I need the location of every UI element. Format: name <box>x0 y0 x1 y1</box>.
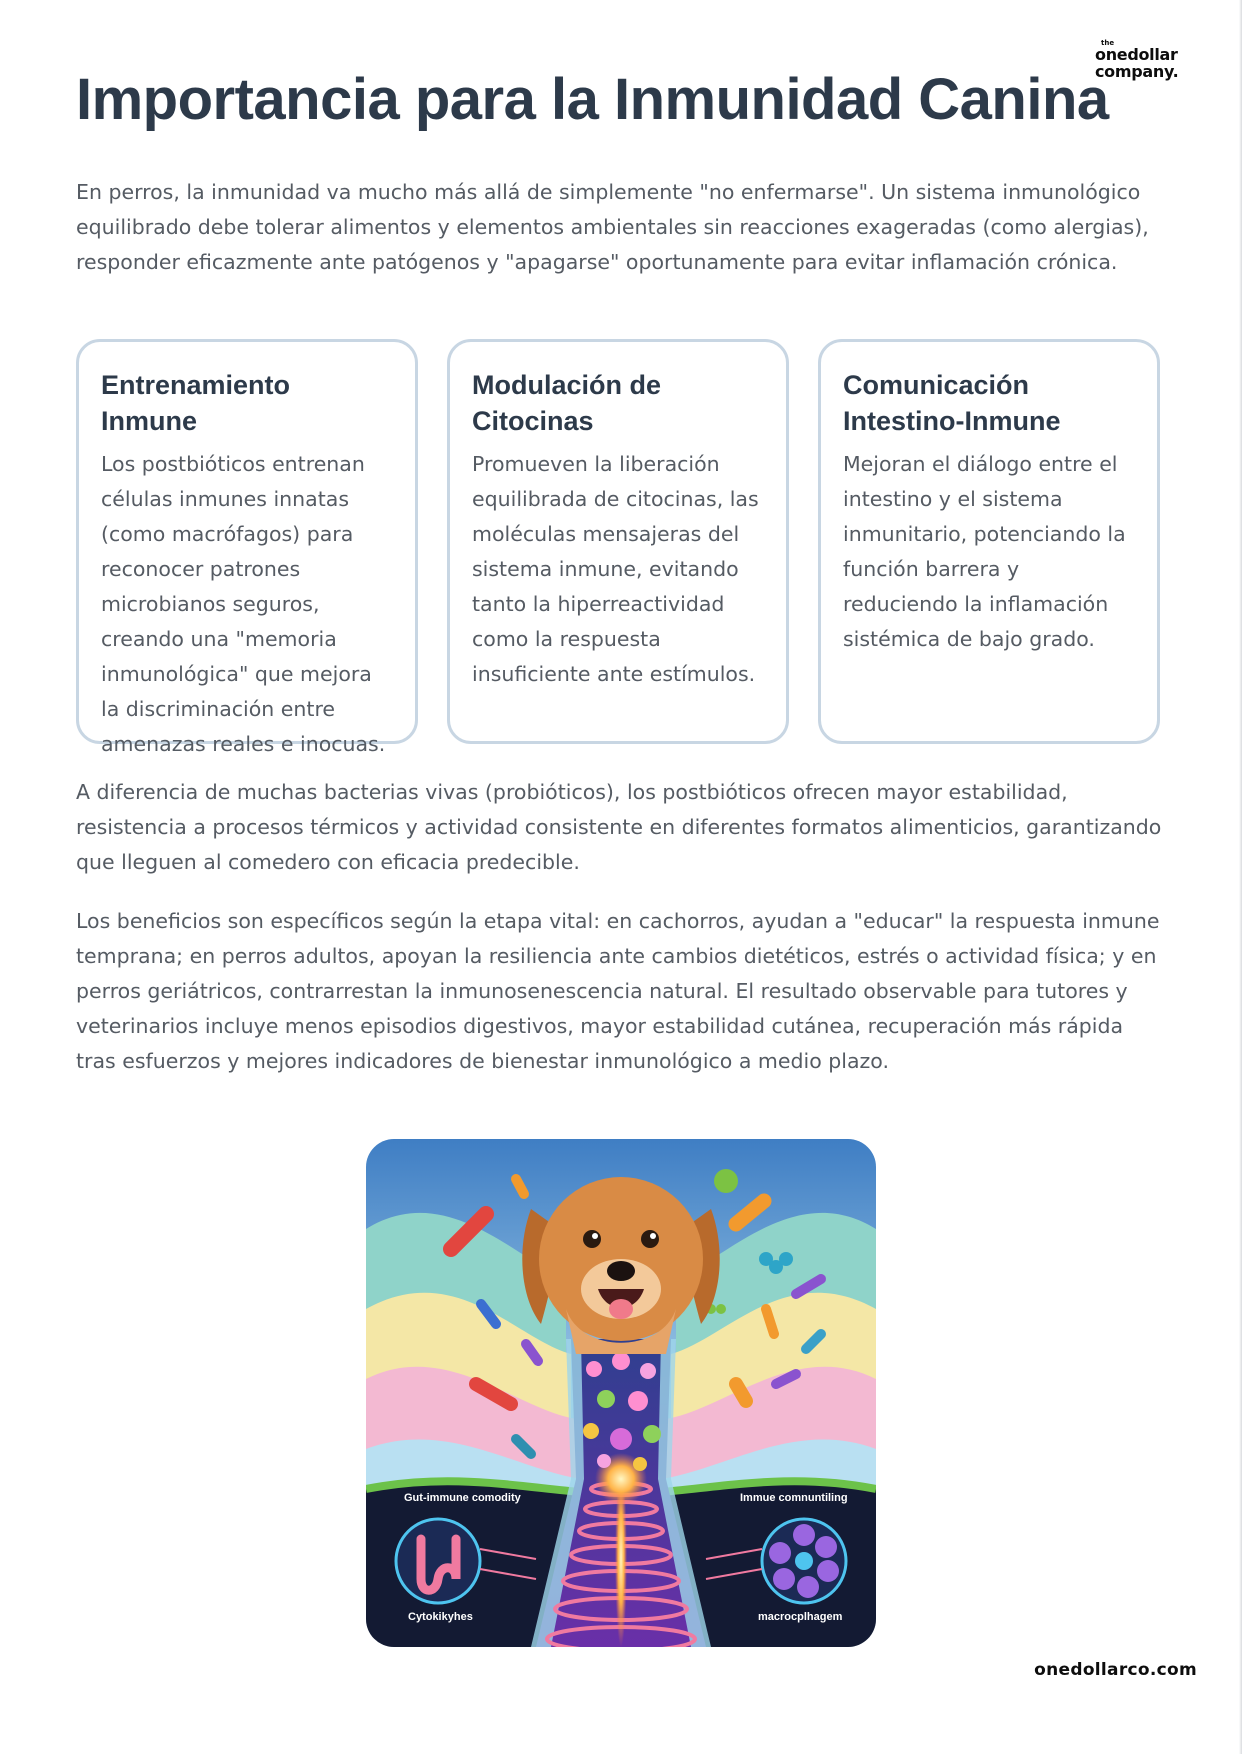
logo-small-text: the <box>1101 39 1115 47</box>
card-body: Promueven la liberación equilibrada de citocinas, las moléculas mensajeras del sistema inmune, evitando tanto la hiperreactividad como la respuesta insuficiente ante estímulos. <box>472 452 759 686</box>
card-body: Los postbióticos entrenan células inmunes innatas (como macrófagos) para reconocer patrones microbianos seguros, creando una "memoria inmunológica" que mejora la discriminación entre amenazas reales e inocuas. <box>101 452 386 756</box>
card-immune-training <box>76 339 418 756</box>
logo-line-1: onedollar <box>1095 45 1178 64</box>
paragraph-life-stages: Los beneficios son específicos según la etapa vital: en cachorros, ayudan a "educar" la respuesta inmune temprana; en perros adultos, apoyan la resiliencia ante cambios dietéticos, estrés o actividad física; y en perros geriátricos, contrarrestan la inmunosenescencia natural. El resultado observable para tutores y veterinarios incluye menos episodios digestivos, mayor estabilidad cutánea, recuperación más rápida tras esfuerzos y mejores indicadores de bienestar inmunológico a medio plazo. <box>76 909 1160 1073</box>
card-title: Modulación de Citocinas <box>472 370 661 436</box>
card-title: Comunicación Intestino-Inmune <box>843 370 1061 436</box>
intro-paragraph: En perros, la inmunidad va mucho más allá de simplemente "no enfermarse". Un sistema inmunológico equilibrado debe tolerar alimentos y elementos ambientales sin reacciones exageradas (como alergias), responder eficazmente ante patógenos y "apagarse" oportunamente para evitar inflamación crónica. <box>76 180 1149 274</box>
card-gut-immune-communication <box>818 339 1160 744</box>
logo-line-2: company. <box>1095 62 1179 81</box>
card-body: Mejoran el diálogo entre el intestino y el sistema inmunitario, potenciando la función barrera y reduciendo la inflamación sistémica de bajo grado. <box>843 452 1126 651</box>
page-title: Importancia para la Inmunidad Canina <box>76 67 1109 132</box>
company-logo <box>1095 39 1195 81</box>
illustration-label-bottom-right: macrocplhagem <box>758 1611 843 1623</box>
dog-immunity-illustration <box>366 1139 876 1647</box>
paragraph-stability: A diferencia de muchas bacterias vivas (probióticos), los postbióticos ofrecen mayor estabilidad, resistencia a procesos térmicos y actividad consistente en diferentes formatos alimenticios, garantizando que lleguen al comedero con eficacia predecible. <box>76 780 1162 874</box>
card-cytokine-modulation <box>447 339 789 744</box>
card-title: Entrenamiento Inmune <box>101 370 291 436</box>
illustration-label-top-right: Immue comnuntiling <box>740 1492 848 1504</box>
illustration-label-bottom-left: Cytokikyhes <box>408 1611 473 1623</box>
feature-cards <box>76 339 1166 756</box>
website-url: onedollarco.com <box>1034 1660 1197 1680</box>
illustration-label-top-left: Gut-immune comodity <box>404 1492 521 1504</box>
